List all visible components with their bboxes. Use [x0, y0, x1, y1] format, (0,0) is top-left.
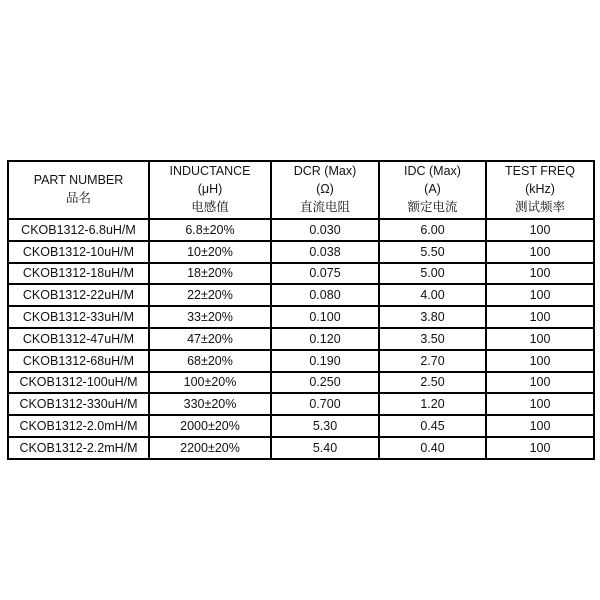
cell-idc: 2.50: [379, 372, 486, 394]
cell-inductance: 33±20%: [149, 306, 271, 328]
col-header-idc: [379, 161, 486, 219]
header-row: [8, 161, 594, 219]
cell-idc: 1.20: [379, 393, 486, 415]
cell-dcr: 0.030: [271, 219, 379, 241]
cell-dcr: 5.40: [271, 437, 379, 459]
cell-inductance: 2000±20%: [149, 415, 271, 437]
cell-test-freq: 100: [486, 306, 594, 328]
table-row: [8, 219, 594, 241]
col-header-test-freq: [486, 161, 594, 219]
table-row: [8, 284, 594, 306]
cell-dcr: 0.038: [271, 241, 379, 263]
cell-part-number: CKOB1312-100uH/M: [8, 372, 149, 394]
cell-inductance: 68±20%: [149, 350, 271, 372]
cell-inductance: 100±20%: [149, 372, 271, 394]
table-row: [8, 372, 594, 394]
cell-dcr: 0.250: [271, 372, 379, 394]
table-header: [8, 161, 594, 219]
header-unit: (μH): [197, 182, 223, 197]
cell-part-number: CKOB1312-22uH/M: [8, 284, 149, 306]
cell-inductance: 6.8±20%: [149, 219, 271, 241]
header-zh: 品名: [65, 191, 91, 205]
cell-part-number: CKOB1312-330uH/M: [8, 393, 149, 415]
cell-inductance: 2200±20%: [149, 437, 271, 459]
cell-dcr: 0.120: [271, 328, 379, 350]
col-header-inductance: [149, 161, 271, 219]
cell-test-freq: 100: [486, 415, 594, 437]
cell-test-freq: 100: [486, 437, 594, 459]
cell-inductance: 18±20%: [149, 263, 271, 285]
table-row: [8, 437, 594, 459]
col-header-part-number: [8, 161, 149, 219]
cell-test-freq: 100: [486, 263, 594, 285]
cell-dcr: 0.700: [271, 393, 379, 415]
table-row: [8, 350, 594, 372]
header-zh: 额定电流: [407, 199, 458, 214]
spec-table: [7, 160, 595, 460]
cell-idc: 6.00: [379, 219, 486, 241]
header-en: IDC (Max): [404, 164, 461, 179]
cell-test-freq: 100: [486, 350, 594, 372]
header-zh: 测试频率: [514, 199, 565, 214]
table-row: [8, 263, 594, 285]
table-row: [8, 306, 594, 328]
cell-part-number: CKOB1312-33uH/M: [8, 306, 149, 328]
table-row: [8, 393, 594, 415]
cell-idc: 2.70: [379, 350, 486, 372]
cell-idc: 5.00: [379, 263, 486, 285]
cell-idc: 3.50: [379, 328, 486, 350]
cell-test-freq: 100: [486, 328, 594, 350]
cell-part-number: CKOB1312-47uH/M: [8, 328, 149, 350]
cell-test-freq: 100: [486, 372, 594, 394]
cell-test-freq: 100: [486, 284, 594, 306]
table-row: [8, 241, 594, 263]
table-row: [8, 415, 594, 437]
cell-idc: 5.50: [379, 241, 486, 263]
header-en: INDUCTANCE: [169, 164, 251, 179]
cell-inductance: 47±20%: [149, 328, 271, 350]
cell-inductance: 10±20%: [149, 241, 271, 263]
cell-part-number: CKOB1312-10uH/M: [8, 241, 149, 263]
cell-dcr: 5.30: [271, 415, 379, 437]
header-unit: (Ω): [316, 182, 334, 197]
cell-part-number: CKOB1312-6.8uH/M: [8, 219, 149, 241]
header-zh: 直流电阻: [299, 199, 350, 214]
cell-dcr: 0.075: [271, 263, 379, 285]
cell-idc: 0.40: [379, 437, 486, 459]
header-en: DCR (Max): [293, 164, 357, 179]
cell-inductance: 22±20%: [149, 284, 271, 306]
header-en: PART NUMBER: [33, 173, 124, 188]
cell-part-number: CKOB1312-18uH/M: [8, 263, 149, 285]
cell-dcr: 0.190: [271, 350, 379, 372]
cell-dcr: 0.100: [271, 306, 379, 328]
cell-inductance: 330±20%: [149, 393, 271, 415]
table-body: [8, 219, 594, 459]
header-unit: (A): [424, 182, 441, 197]
cell-part-number: CKOB1312-68uH/M: [8, 350, 149, 372]
table-row: [8, 328, 594, 350]
col-header-dcr: [271, 161, 379, 219]
header-en: TEST FREQ: [505, 164, 575, 179]
header-zh: 电感值: [191, 199, 229, 214]
cell-idc: 3.80: [379, 306, 486, 328]
cell-part-number: CKOB1312-2.2mH/M: [8, 437, 149, 459]
header-unit: (kHz): [525, 182, 555, 197]
cell-dcr: 0.080: [271, 284, 379, 306]
cell-idc: 0.45: [379, 415, 486, 437]
cell-test-freq: 100: [486, 393, 594, 415]
cell-test-freq: 100: [486, 241, 594, 263]
cell-idc: 4.00: [379, 284, 486, 306]
cell-part-number: CKOB1312-2.0mH/M: [8, 415, 149, 437]
cell-test-freq: 100: [486, 219, 594, 241]
